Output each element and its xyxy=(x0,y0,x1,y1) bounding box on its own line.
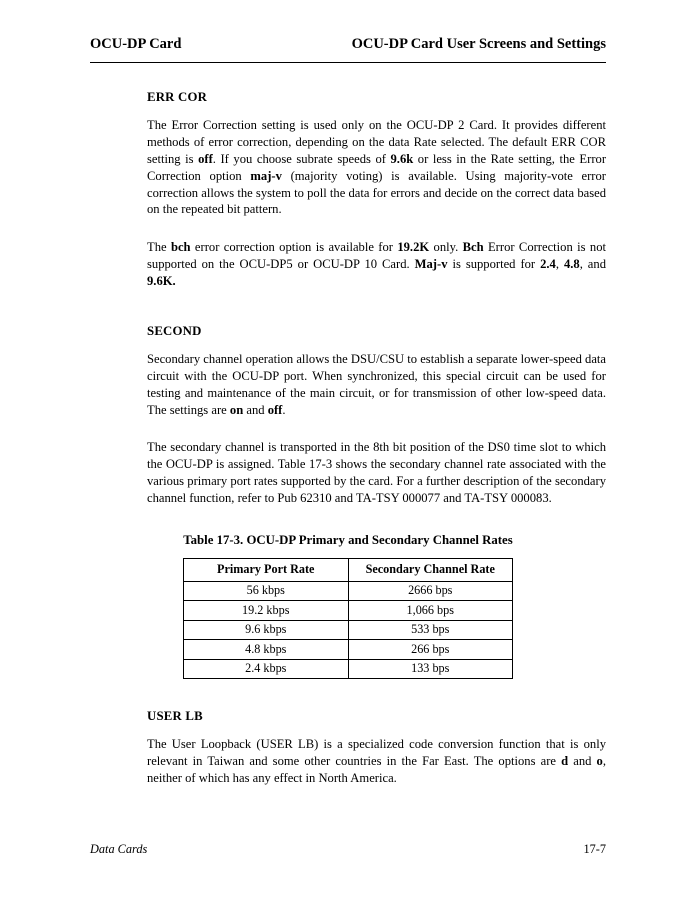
cell-primary-rate: 56 kbps xyxy=(184,581,349,601)
cell-primary-rate: 9.6 kbps xyxy=(184,620,349,640)
table-row xyxy=(184,581,513,601)
cell-secondary-rate: 266 bps xyxy=(348,640,513,660)
cell-secondary-rate: 533 bps xyxy=(348,620,513,640)
table-row xyxy=(184,640,513,660)
footer-section-label: Data Cards xyxy=(90,842,148,856)
paragraph-second-1: Secondary channel operation allows the DSU/CSU to establish a separate lower-speed data circuit with the OCU-DP port. When synchronized, this special circuit can be used for testing and maintenance of the main circuit, or for transmission of other low-speed data. The settings are on and off. xyxy=(147,351,606,417)
primary-secondary-rates-table xyxy=(183,558,513,680)
section-heading-second: SECOND xyxy=(147,323,202,338)
table-caption: Table 17-3. OCU-DP Primary and Secondary Channel Rates xyxy=(183,532,513,547)
column-header-secondary-channel-rate: Secondary Channel Rate xyxy=(348,558,513,581)
header-left-title: OCU-DP Card xyxy=(90,36,182,52)
cell-secondary-rate: 1,066 bps xyxy=(348,601,513,621)
section-heading-user-lb: USER LB xyxy=(147,709,203,724)
footer-page-number: 17-7 xyxy=(583,842,606,856)
cell-primary-rate: 4.8 kbps xyxy=(184,640,349,660)
page-header xyxy=(90,36,606,53)
header-right-title: OCU-DP Card User Screens and Settings xyxy=(351,36,606,52)
section-heading-err-cor: ERR COR xyxy=(147,90,208,104)
table-row xyxy=(184,620,513,640)
paragraph-user-lb-1: The User Loopback (USER LB) is a specialized code conversion function that is only relevant in Taiwan and some other countries in the Far East. The options are d and o, neither of which has any effect in North America. xyxy=(147,737,606,786)
cell-secondary-rate: 2666 bps xyxy=(348,581,513,601)
cell-primary-rate: 2.4 kbps xyxy=(184,659,349,679)
table-row xyxy=(184,601,513,621)
page-footer xyxy=(90,842,606,857)
cell-primary-rate: 19.2 kbps xyxy=(184,601,349,621)
column-header-primary-port-rate: Primary Port Rate xyxy=(184,558,349,581)
header-divider xyxy=(90,62,606,63)
paragraph-err-cor-1: The Error Correction setting is used only on the OCU-DP 2 Card. It provides different methods of error correction, depending on the data Rate selected. The default ERR COR setting is off. If you choose subrate speeds of 9.6k or less in the Rate setting, the Error Correction option maj-v (majority voting) is available. Using majority-vote error correction allows the system to poll the data for errors and decide on the correct data based on the repeated bit pattern. xyxy=(147,118,607,217)
page-content xyxy=(90,90,606,800)
paragraph-err-cor-2: The bch error correction option is available for 19.2K only. Bch Error Correction is not supported on the OCU-DP5 or OCU-DP 10 Card. Maj-v is supported for 2.4, 4.8, and 9.6K. xyxy=(147,240,606,288)
table-header-row xyxy=(184,558,513,581)
paragraph-second-2: The secondary channel is transported in the 8th bit position of the DS0 time slot to which the OCU-DP is assigned. Table 17-3 shows the secondary channel rate associated with the various primary port rates supported by the card. For a further description of the secondary channel function, refer to Pub 62310 and TA-TSY 000077 and TA-TSY 000083. xyxy=(147,440,606,505)
cell-secondary-rate: 133 bps xyxy=(348,659,513,679)
table-row xyxy=(184,659,513,679)
